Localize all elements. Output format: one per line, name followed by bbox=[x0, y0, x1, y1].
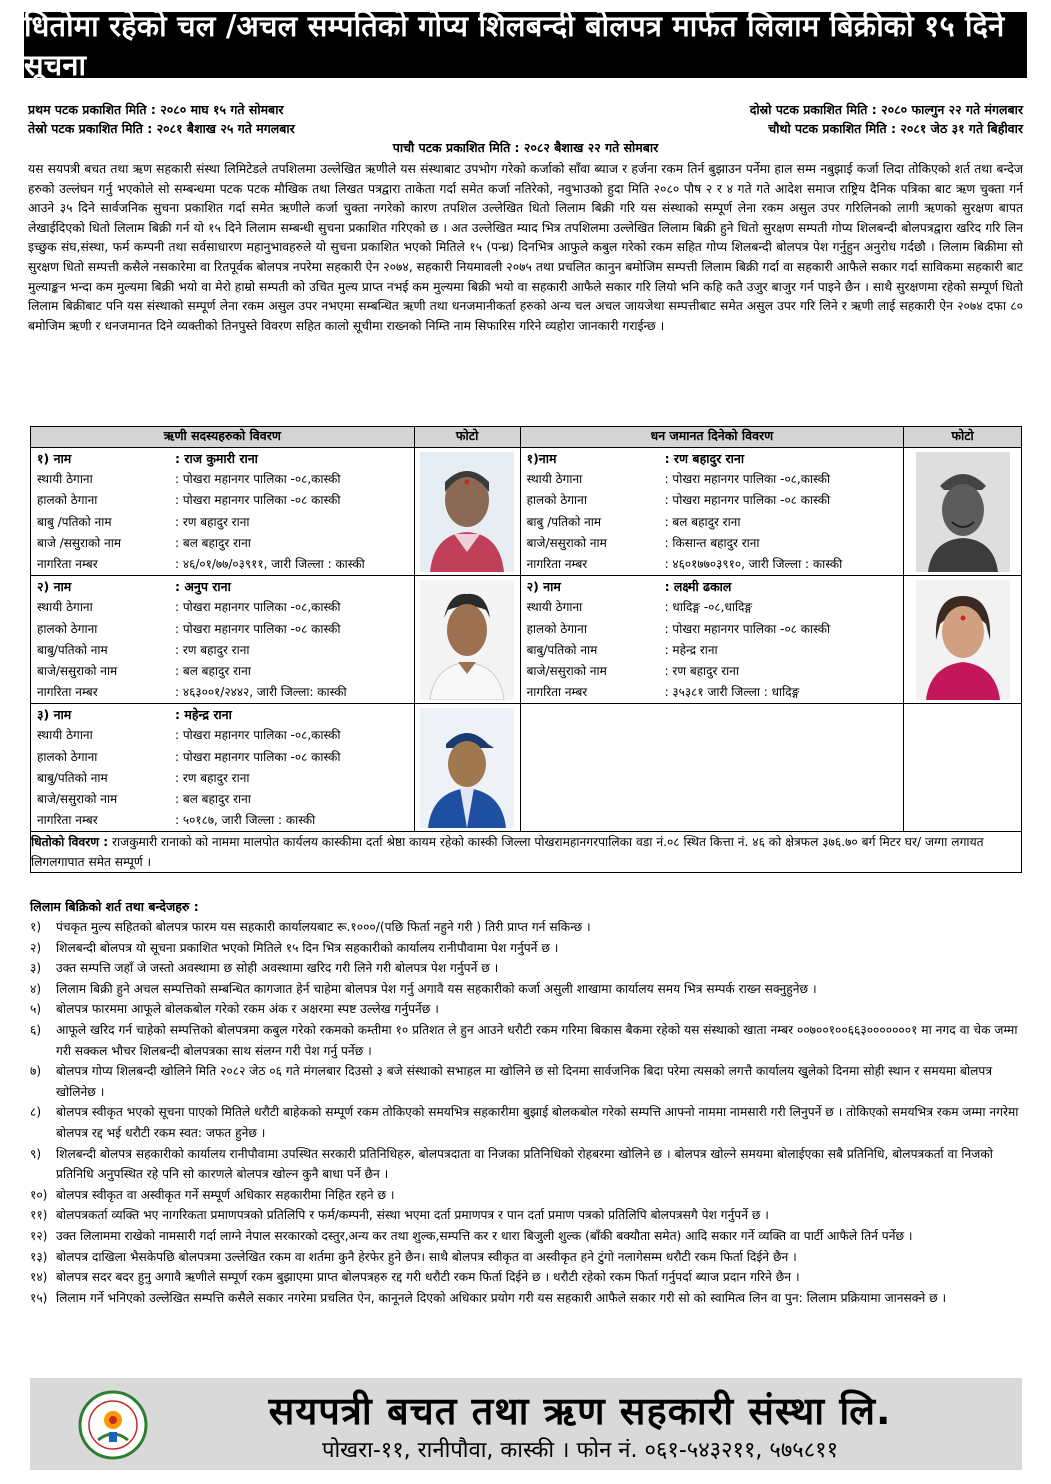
fifth-publication-date: पाचौ पटक प्रकाशित मिति : २०८२ बैशाख २२ गते सोमबार bbox=[392, 140, 659, 155]
detail-label: बाबु/पतिको नाम bbox=[37, 770, 108, 785]
detail-value: : ४६३००१/२४४२, जारी जिल्ला: कास्की bbox=[175, 685, 347, 700]
detail-label: २) नाम bbox=[37, 579, 72, 595]
condition-item bbox=[30, 999, 1022, 1020]
table-row bbox=[31, 448, 1022, 576]
detail-row bbox=[521, 448, 904, 469]
borrower-1-details bbox=[31, 448, 415, 576]
detail-label: बाजे/ससुराको नाम bbox=[526, 663, 607, 678]
detail-row bbox=[31, 512, 414, 533]
guarantor-1-details bbox=[520, 448, 904, 576]
condition-item bbox=[30, 958, 1022, 979]
detail-value: : अनुप राना bbox=[175, 579, 231, 595]
notice-page bbox=[24, 9, 1027, 336]
detail-row bbox=[31, 810, 414, 831]
detail-label: हालको ठेगाना bbox=[37, 493, 98, 508]
detail-row bbox=[31, 448, 414, 469]
detail-value: : बल बहादुर राना bbox=[664, 514, 741, 529]
detail-row bbox=[31, 747, 414, 768]
detail-value: : पोखरा महानगर पालिका -०८,कास्की bbox=[664, 472, 831, 487]
condition-item bbox=[30, 1144, 1022, 1185]
condition-number: ५) bbox=[30, 1002, 42, 1017]
detail-value: : पोखरा महानगर पालिका -०८ कास्की bbox=[175, 621, 341, 636]
detail-value: : पोखरा महानगर पालिका -०८,कास्की bbox=[175, 728, 341, 743]
guarantor-1-photo-cell bbox=[904, 448, 1022, 576]
detail-value: : पोखरा महानगर पालिका -०८ कास्की bbox=[175, 749, 341, 764]
condition-item bbox=[30, 1226, 1022, 1247]
detail-label: स्थायी ठेगाना bbox=[526, 600, 583, 615]
detail-label: बाबु/पतिको नाम bbox=[526, 642, 598, 657]
auction-conditions bbox=[30, 897, 1022, 1308]
detail-row bbox=[31, 533, 414, 554]
detail-value: : रण बहादुर राना bbox=[664, 663, 740, 678]
condition-text: शिलबन्दी बोलपत्र सहकारीको कार्यालय रानीपौवामा उपस्थित सरकारी प्रतिनिधिहरु, बोलपत्रदाता वा निजका प्रतिनिधिको रोहबरमा खोलिने छ । बोलपत्र खोल्ने समयमा बोलाईएका सबै प्रतिनिधि, बोलपत्रकर्ता वा निजको प्रतिनिधि अनुपस्थित रहे पनि सो कारणले बोलपत्र खोल्न कुनै बाधा पर्ने छैन । bbox=[56, 1146, 993, 1182]
detail-label: नागरिता नम्बर bbox=[526, 685, 588, 700]
guarantor-photo-header: फोटो bbox=[904, 427, 1022, 448]
detail-label: बाजे/ससुराको नाम bbox=[37, 792, 118, 806]
first-publication-date: प्रथम पटक प्रकाशित मिति : २०८० माघ १५ गते सोमबार bbox=[28, 102, 284, 117]
detail-value: : धादिङ्ग -०८,धादिङ्ग bbox=[664, 600, 753, 615]
detail-value: : बल बहादुर राना bbox=[175, 792, 251, 806]
table-row bbox=[31, 576, 1022, 704]
condition-text: लिलाम बिक्री हुने अचल सम्पत्तिको सम्बन्धित कागजात हेर्न चाहेमा बोलपत्र पेश गर्नु अगावै यस सहकारीको कर्जा असुली शाखामा कार्यालय समय भित्र सम्पर्क राख्न सक्नुहुनेछ । bbox=[56, 981, 817, 996]
detail-value: : रण बहादुर राना bbox=[175, 514, 250, 529]
condition-item bbox=[30, 1185, 1022, 1206]
condition-number: ११) bbox=[30, 1208, 48, 1223]
detail-label: बाबु /पतिको नाम bbox=[526, 514, 602, 529]
detail-label: बाबु/पतिको नाम bbox=[37, 642, 108, 657]
detail-row bbox=[31, 469, 414, 490]
publication-row-2 bbox=[24, 119, 1027, 138]
borrower-1-photo-cell bbox=[414, 448, 520, 576]
guarantor-2-details bbox=[520, 576, 904, 704]
detail-value: : बल बहादुर राना bbox=[175, 663, 251, 678]
condition-number: ४) bbox=[30, 981, 42, 996]
condition-number: ७) bbox=[30, 1064, 42, 1079]
organization-address: पोखरा-११, रानीपौवा, कास्की । फोन नं. ०६१-५४३२११, ५७५८११ bbox=[321, 1438, 839, 1463]
detail-label: बाजे /ससुराको नाम bbox=[37, 535, 122, 550]
condition-item bbox=[30, 1020, 1022, 1061]
guarantor-2-photo bbox=[916, 580, 1010, 700]
guarantor-2-photo-cell bbox=[904, 576, 1022, 704]
detail-label: स्थायी ठेगाना bbox=[37, 472, 93, 487]
detail-label: नागरिता नम्बर bbox=[37, 813, 98, 828]
detail-value: : पोखरा महानगर पालिका -०८ कास्की bbox=[175, 493, 341, 508]
condition-number: ३) bbox=[30, 961, 42, 976]
condition-text: उक्त सम्पत्ति जहाँ जे जस्तो अवस्थामा छ सोही अवस्थामा खरिद गरी लिने गरी बोलपत्र पेश गर्नुपर्ने छ । bbox=[56, 961, 499, 976]
detail-row bbox=[31, 704, 414, 725]
guarantor-1-photo bbox=[916, 452, 1010, 572]
condition-text: बोलपत्रकर्ता व्यक्ति भए नागरिकता प्रमाणपत्रको प्रतिलिपि र फर्म/कम्पनी, संस्था भएमा दर्ता प्रमाणपत्र र पान दर्ता प्रमाण पत्रको प्रतिलिपि बोलपत्रसगै पेश गर्नुपर्ने छ । bbox=[56, 1208, 769, 1223]
detail-value: : महेन्द्र राना bbox=[175, 707, 232, 723]
condition-number: १२) bbox=[30, 1228, 48, 1243]
detail-label: बाबु /पतिको नाम bbox=[37, 514, 112, 529]
condition-item bbox=[30, 1288, 1022, 1309]
publication-row-1 bbox=[24, 100, 1027, 119]
detail-row bbox=[521, 533, 904, 554]
cooperative-logo bbox=[78, 1390, 148, 1460]
borrower-2-details bbox=[31, 576, 415, 704]
notice-body-paragraph: यस सयपत्री बचत तथा ऋण सहकारी संस्था लिमिटेडले तपशिलमा उल्लेखित ऋणीले यस संस्थाबाट उपभोग गरेको कर्जाको साँवा ब्याज र हर्जना रकम तिर्न बुझाउन पर्नेमा हाल सम्म नबुझाई कर्जा लिदा तोकिएको शर्त तथा बन्देज हरुको उल्लंघन गर्नु भएकोले सो सम्बन्धमा पटक पटक मौखिक तथा लिखत पत्रद्वारा ताकेता गर्दा समेत कर्जा नतिरेको, नवुभाउको हुदा मिति २०८० पौष २ र ४ गते गते आदेश समाज राष्ट्रिय दैनिक पत्रिका बाट ऋण चुक्ता गर्न आउने ३५ दिने सार्वजनिक सुचना प्रकाशित गर्दा समेत ऋणीले कर्जा चुक्ता नगरेको कारण तपशिल उल्लेखित धितो लिलाम बिक्री गरि यस संस्थाको सम्पूर्ण लेना रकम असुल उपर गरिलिनको लागी ऋणको सुरक्षण बापत लेखाईदिएको धितो लिलाम बिक्री गर्न यो १५ दिने लिलाम सम्बन्धी सुचना प्रकाशित गरिएको छ । अत उल्लेखित म्याद भित्र तपशिलमा उल्लेखित लिलाम बिक्री हुने धितो सुरक्षण सम्पती गोप्य शिलबन्दी बोलपत्रद्वारा खरिद गरि लिन इच्छुक संघ,संस्था, फर्म कम्पनी तथा सर्वसाधारण महानुभावहरुले यो सुचना प्रकाशित भएको मितिले १५ (पन्ध्र) दिनभित्र आफुले कबुल गरेको रकम सहित गोप्य शिलबन्दी बोलपत्र पेश गर्नुहुन अनुरोध गर्दछौ । लिलाम बिक्रीमा सो सुरक्षण धितो सम्पत्ती कसैले नसकारेमा वा रितपूर्वक बोलपत्र नपरेमा सहकारी ऐन २०७४, सहकारी नियमावली २०७५ तथा प्रचलित कानुन बमोजिम सम्पत्ती लिलाम बिक्री गर्दा वा सहकारी आफैले सकार गर्दा साविकमा सहकारी बाट मुल्याङ्कन भन्दा कम मुल्यमा बिक्री भयो वा मेरो हाम्रो सम्पती को उचित मुल्य प्राप्त नभई कम मुल्यमा बिक्री भयो वा सहकारी आफैले सकार गरि लियो भनि कहि कतै उजुर बाजुर गर्न पाइने छैन । साथै सुरक्षणमा रहेको सम्पूर्ण धितो लिलाम बिक्रीबाट पनि यस संस्थाको सम्पूर्ण लेना रकम असुल उपर नभएमा सम्बन्धित ऋणी तथा धनजमानीकर्ता हरुको अन्य चल अचल जायजेथा सम्पत्तीबाट समेत असुल उपर गरि लिने र ऋणी लाई सहकारी ऐन २०७४ दफा ८० बमोजिम ऋणी र धनजमानत दिने व्यक्तीको तिनपुस्ते विवरण सहित कालो सूचीमा राख्नको निम्ति नाम सिफारिस गरिने व्यहोरा जानकारी गराईन्छ । bbox=[28, 162, 1023, 333]
condition-text: बोलपत्र सदर बदर हुनु अगावै ऋणीले सम्पूर्ण रकम बुझाएमा प्राप्त बोलपत्रहरु रद्द गरी धरौटी रकम फिर्ता दिईने छ । धरौटी रहेको रकम फिर्ता गर्नुपर्दा ब्याज प्रदान गरिने छैन । bbox=[56, 1270, 800, 1285]
condition-number: १५) bbox=[30, 1290, 48, 1305]
detail-label: ३) नाम bbox=[37, 707, 72, 723]
detail-label: बाजे/ससुराको नाम bbox=[37, 663, 118, 678]
detail-label: हालको ठेगाना bbox=[526, 493, 587, 508]
conditions-title: लिलाम बिक्रिको शर्त तथा बन्देजहरु : bbox=[30, 899, 199, 914]
detail-row bbox=[521, 597, 904, 618]
detail-value: : बल बहादुर राना bbox=[175, 535, 251, 550]
detail-row bbox=[31, 768, 414, 789]
borrowers-header: ऋणी सदस्यहरुको विवरण bbox=[31, 427, 415, 448]
notice-title: धितोमा रहेको चल /अचल सम्पतिको गोप्य शिलबन्दी बोलपत्र मार्फत लिलाम बिक्रीको १५ दिने सूचना bbox=[24, 12, 1027, 78]
collateral-text: राजकुमारी रानाको को नाममा मालपोत कार्यलय कास्कीमा दर्ता श्रेष्ठा कायम रहेको कास्की जिल्ला पोखरामहानगरपालिका वडा नं.०८ स्थित कित्ता नं. ४६ को क्षेत्रफल ३७६.७० बर्ग मिटर घर/ जग्गा लगायत लिगलगापात समेत सम्पूर्ण । bbox=[31, 835, 984, 870]
borrower-3-photo-cell bbox=[414, 704, 520, 832]
condition-text: लिलाम गर्ने भनिएको उल्लेखित सम्पत्ति कसैले सकार नगरेमा प्रचलित ऐन, कानूनले दिएको अधिकार प्रयोग गरी यस सहकारी आफैले सकार गरी सो को स्वामित्व लिन वा पुन: लिलाम प्रक्रियामा जानसक्ने छ । bbox=[56, 1290, 947, 1305]
detail-label: स्थायी ठेगाना bbox=[37, 600, 93, 615]
detail-row bbox=[521, 576, 904, 597]
condition-number: ८) bbox=[30, 1105, 42, 1120]
detail-row bbox=[521, 512, 904, 533]
collateral-row bbox=[31, 832, 1022, 873]
detail-label: नागरिता नम्बर bbox=[37, 685, 98, 700]
fourth-publication-date: चौथो पटक प्रकाशित मिति : २०८१ जेठ ३१ गते बिहीवार bbox=[768, 121, 1023, 136]
detail-value: : रण बहादुर राना bbox=[175, 770, 250, 785]
detail-value: : ४६/०१/७७/०३९११, जारी जिल्ला : कास्की bbox=[175, 556, 365, 571]
condition-text: शिलबन्दी बोलपत्र यो सूचना प्रकाशित भएको मितिले १५ दिन भित्र सहकारीको कार्यालय रानीपौवामा पेश गर्नुपर्ने छ । bbox=[56, 940, 559, 955]
condition-item bbox=[30, 1205, 1022, 1226]
second-publication-date: दोस्रो पटक प्रकाशित मिति : २०८० फाल्गुन २२ गते मंगलबार bbox=[749, 102, 1023, 117]
condition-text: पंचकृत मुल्य सहितको बोलपत्र फारम यस सहकारी कार्यालयबाट रू.१०००/(पछि फिर्ता नहुने गरी ) तिरी प्राप्त गर्न सकिन्छ । bbox=[56, 920, 591, 934]
condition-text: बोलपत्र स्वीकृत वा अस्वीकृत गर्ने सम्पूर्ण अधिकार सहकारीमा निहित रहने छ । bbox=[56, 1187, 395, 1202]
table-row bbox=[31, 704, 1022, 832]
condition-number: २) bbox=[30, 940, 42, 955]
detail-row bbox=[31, 661, 414, 682]
condition-text: बोलपत्र फारममा आफूले बोलकबोल गरेको रकम अंक र अक्षरमा स्पष्ट उल्लेख गर्नुपर्नेछ । bbox=[56, 1002, 439, 1017]
detail-label: हालको ठेगाना bbox=[37, 621, 98, 636]
third-publication-date: तेस्रो पटक प्रकाशित मिति : २०८१ बैशाख २५ गते मगलबार bbox=[28, 121, 295, 136]
detail-value: : किसान्त बहादुर राना bbox=[664, 535, 760, 550]
detail-row bbox=[31, 725, 414, 746]
condition-text: बोलपत्र दाखिला भैसकेपछि बोलपत्रमा उल्लेखित रकम वा शर्तमा कुनै हेरफेर हुने छैन। साथै बोलपत्र स्वीकृत वा अस्वीकृत हने टुंगो नलागेसम्म धरौटी रकम फिर्ता दिईने छैन । bbox=[56, 1249, 797, 1264]
collateral-label: धितोको विवरण : bbox=[31, 835, 109, 850]
detail-label: हालको ठेगाना bbox=[37, 749, 98, 764]
footer bbox=[30, 1378, 1022, 1470]
condition-number: १) bbox=[30, 920, 42, 934]
detail-row bbox=[521, 682, 904, 703]
condition-text: बोलपत्र स्वीकृत भएको सूचना पाएको मितिले धरौटी बाहेकको सम्पूर्ण रकम तोकिएको समयभित्र सहकारीमा बुझाई बोलकबोल गरेको सम्पत्ति आफ्नो नाममा नामसारी गरी लिनुपर्ने छ । तोकिएको समयभित्र रकम जम्मा नगरेमा बोलपत्र रद्द भई धरौटी रकम स्वत: जफत हुनेछ । bbox=[56, 1105, 1019, 1140]
condition-number: ९) bbox=[30, 1146, 42, 1161]
detail-value: : ४६०१७७०३९१०, जारी जिल्ला : कास्की bbox=[664, 556, 843, 571]
conditions-list bbox=[30, 917, 1022, 1308]
empty-photo-cell bbox=[904, 704, 1022, 832]
borrower-3-photo bbox=[420, 708, 514, 828]
detail-value: : ५०१८७, जारी जिल्ला : कास्की bbox=[175, 813, 316, 828]
detail-label: बाजे/ससुराको नाम bbox=[526, 535, 607, 550]
detail-row bbox=[31, 597, 414, 618]
detail-value: : महेन्द्र राना bbox=[664, 642, 718, 657]
detail-value: : पोखरा महानगर पालिका -०८,कास्की bbox=[175, 472, 341, 487]
condition-item bbox=[30, 1061, 1022, 1102]
detail-value: : रण बहादुर राना bbox=[175, 642, 250, 657]
detail-row bbox=[31, 789, 414, 810]
organization-name: सयपत्री बचत तथा ऋण सहकारी संस्था लि. bbox=[268, 1389, 892, 1433]
table-header-row bbox=[31, 427, 1022, 448]
detail-row bbox=[31, 576, 414, 597]
detail-row bbox=[521, 640, 904, 661]
detail-value: : पोखरा महानगर पालिका -०८,कास्की bbox=[175, 600, 341, 615]
detail-row bbox=[31, 640, 414, 661]
condition-item bbox=[30, 1247, 1022, 1268]
condition-number: ६) bbox=[30, 1022, 42, 1037]
detail-label: स्थायी ठेगाना bbox=[37, 728, 93, 743]
detail-row bbox=[31, 682, 414, 703]
detail-row bbox=[521, 554, 904, 575]
detail-row bbox=[31, 490, 414, 511]
detail-value: : राज कुमारी राना bbox=[175, 451, 258, 466]
borrower-2-photo-cell bbox=[414, 576, 520, 704]
detail-label: नागरिता नम्बर bbox=[526, 556, 588, 571]
borrower-1-photo bbox=[420, 452, 514, 572]
detail-row bbox=[521, 469, 904, 490]
condition-number: १०) bbox=[30, 1187, 48, 1202]
detail-row bbox=[31, 554, 414, 575]
detail-label: १)नाम bbox=[526, 451, 557, 466]
detail-row bbox=[521, 661, 904, 682]
condition-item bbox=[30, 979, 1022, 1000]
empty-guarantor-cell bbox=[520, 704, 904, 832]
collateral-details bbox=[31, 832, 1022, 873]
borrower-2-photo bbox=[420, 580, 514, 700]
detail-value: : रण बहादुर राना bbox=[664, 451, 745, 466]
detail-label: २) नाम bbox=[526, 579, 561, 595]
detail-row bbox=[31, 619, 414, 640]
detail-value: : ३५३८१ जारी जिल्ला : धादिङ्ग bbox=[664, 685, 800, 700]
condition-number: १३) bbox=[30, 1249, 48, 1264]
condition-item bbox=[30, 938, 1022, 959]
borrower-3-details bbox=[31, 704, 415, 832]
detail-label: नागरिता नम्बर bbox=[37, 556, 98, 571]
condition-number: १४) bbox=[30, 1270, 48, 1285]
detail-row bbox=[521, 619, 904, 640]
detail-label: १) नाम bbox=[37, 451, 72, 466]
detail-label: हालको ठेगाना bbox=[526, 621, 587, 636]
condition-text: आफूले खरिद गर्न चाहेको सम्पत्तिको बोलपत्रमा कबुल गरेको रकमको कम्तीमा १० प्रतिशत ले हुन आउने धरौटी रकम गरिमा बिकास बैकमा रहेको यस संस्थाको खाता नम्बर ००७००१००६६३०००००००१ मा नगद वा चेक जम्मा गरी सक्कल भौचर शिलबन्दी बोलपत्रका साथ संलग्न गरी पेश गर्नु पर्नेछ । bbox=[56, 1022, 1018, 1058]
guarantors-header: धन जमानत दिनेको विवरण bbox=[520, 427, 904, 448]
detail-value: : लक्ष्मी ढकाल bbox=[664, 579, 732, 595]
condition-text: उक्त लिलाममा राखेको नामसारी गर्दा लाग्ने नेपाल सरकारको दस्तुर,अन्य कर तथा शुल्क,सम्पत्ति कर र धारा बिजुली शुल्क (बाँकी बक्यौता समेत) आदि सकार गर्ने व्यक्ति वा पार्टी आफैले तिर्न पर्नेछ । bbox=[56, 1228, 913, 1243]
detail-row bbox=[521, 490, 904, 511]
borrower-guarantor-table bbox=[30, 426, 1022, 873]
condition-item bbox=[30, 1267, 1022, 1288]
borrower-photo-header: फोटो bbox=[414, 427, 520, 448]
detail-label: स्थायी ठेगाना bbox=[526, 472, 583, 487]
detail-value: : पोखरा महानगर पालिका -०८ कास्की bbox=[664, 493, 831, 508]
condition-text: बोलपत्र गोप्य शिलबन्दी खोलिने मिति २०८२ जेठ ०६ गते मंगलबार दिउसो ३ बजे संस्थाको सभाहल मा खोलिने छ सो दिनमा सार्वजनिक बिदा परेमा त्यसको लगत्तै कार्यालय खुलेको दिनमा सोही स्थान र समयमा बोलपत्र खोलिनेछ । bbox=[56, 1064, 993, 1099]
detail-value: : पोखरा महानगर पालिका -०८ कास्की bbox=[664, 621, 831, 636]
condition-item bbox=[30, 917, 1022, 938]
condition-item bbox=[30, 1102, 1022, 1143]
